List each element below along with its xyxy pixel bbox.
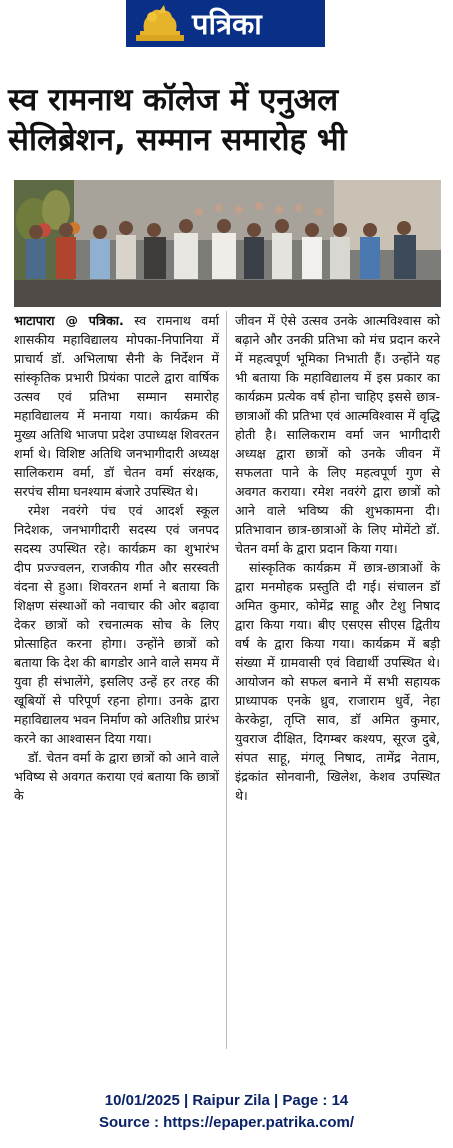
- paragraph-3: डॉ. चेतन वर्मा के द्वारा छात्रों को आने वाले भविष्य से अवगत कराया एवं बताया कि छात्रों के: [14, 750, 219, 803]
- lion-emblem-icon: [134, 3, 186, 45]
- article-body: [14, 311, 441, 1063]
- newspaper-masthead: [126, 0, 325, 47]
- stage-photo-image: [14, 180, 441, 307]
- column-divider: [226, 311, 227, 1049]
- event-photo: [14, 180, 441, 307]
- article-column-right: [235, 311, 440, 805]
- paragraph-4: जीवन में ऐसे उत्सव उनके आत्मविश्वास को बढ़ाने और उनकी प्रतिभा को मंच प्रदान करने में महत्वपूर्ण भूमिका निभाती हैं। उन्होंने यह भी बताया कि महाविद्यालय में इस प्रकार का कार्यक्रम प्रत्येक वर्ष होना चाहिए इससे छात्र-छात्राओं की प्रतिभा एवं आत्मविश्वास में वृद्धि होती है। सालिकराम वर्मा जन भागीदारी अध्यक्ष द्वारा छात्रों को उनके जीवन में सफलता पाने के लिए महत्वपूर्ण गुण से अवगत कराया। रमेश नवरंगे द्वारा छात्रों को आने वाले भविष्य की शुभकामना दी। प्रतिभावान छात्र-छात्राओं के लिए मोमेंटो डॉ. चेतन वर्मा के द्वारा प्रदान किया गया।: [235, 313, 440, 556]
- source-footer: [0, 1090, 453, 1134]
- paragraph-1-text: स्व रामनाथ वर्मा शासकीय महाविद्यालय मोपका-निपानिया में प्राचार्य डॉ. अभिलाषा सैनी के निर्देशन में सांस्कृतिक प्रभारी प्रियंका पाटले द्वारा वार्षिक उत्सव एवं प्रतिभा सम्मान समारोह महाविद्यालय में मनाया गया। कार्यक्रम की मुख्य अतिथि भाजपा प्रदेश उपाध्यक्ष शिवरतन शर्मा थे। विशिष्ट अतिथि जनभागीदारी अध्यक्ष सालिकराम वर्मा, डॉ चेतन वर्मा संरक्षक, सरपंच सीमा घनश्याम बंजारे उपस्थित थे।: [14, 313, 219, 499]
- paragraph-2: रमेश नवरंगे पंच एवं आदर्श स्कूल निदेशक, जनभागीदारी सदस्य एवं जनपद सदस्य उपस्थित रहे। कार्यक्रम का शुभारंभ दीप प्रज्ज्वलन, राजकीय गीत और सरस्वती वंदना से हुआ। शिवरतन शर्मा ने बताया कि शिक्षण संस्थाओं को नवाचार की ओर बढ़ावा देकर छात्रों को रचनात्मक सोच के लिए प्रोत्साहित करना होगा। उन्होंने छात्रों को बताया कि देश की बागडोर आने वाले समय में युवा ही संभालेंगे, इसलिए उन्हें हर तरह की खूबियों से परिपूर्ण रहना होगा। उनके द्वारा महाविद्यालय भवन निर्माण को अतिशीघ्र प्रारंभ करने का आश्वासन दिया गया।: [14, 503, 219, 746]
- headline-line-1: स्व रामनाथ कॉलेज में एनुअल: [8, 82, 339, 118]
- headline-line-2: सेलिब्रेशन, सम्मान समारोह भी: [8, 122, 347, 158]
- article-column-left: [14, 311, 219, 805]
- footer-source-line: Source : https://epaper.patrika.com/: [98, 1114, 355, 1131]
- dateline: भाटापारा @ पत्रिका.: [14, 313, 124, 328]
- footer-edition-line: 10/01/2025 | Raipur Zila | Page : 14: [104, 1092, 349, 1109]
- brand-name: पत्रिका: [192, 7, 262, 41]
- paragraph-1: [14, 311, 219, 501]
- paragraph-5: सांस्कृतिक कार्यक्रम में छात्र-छात्राओं के द्वारा मनमोहक प्रस्तुति दी गई। संचालन डॉ अमित कुमार, कोमेंद्र साहू और टेशु निषाद द्वारा किया गया। बीए एसएस सीएस द्वितीय वर्ष के द्वारा किया गया। कार्यक्रम में बड़ी संख्या में ग्रामवासी एवं विद्यार्थी उपस्थित थे। आयोजन को सफल बनाने में सभी सहायक प्राध्यापक एनके ध्रुव, राजाराम धुर्वे, नेहा केरकेट्टा, तृप्ति साव, डॉ अमित कुमार, युवराज दीक्षित, दिगम्बर कश्यप, सूरज दुबे, संपत साहू, मंगलू निषाद, तामेंद्र नेताम, इंद्रकांत सोनवानी, खिलेश, केशव उपस्थित थे।: [235, 560, 440, 803]
- article-headline: [8, 80, 448, 160]
